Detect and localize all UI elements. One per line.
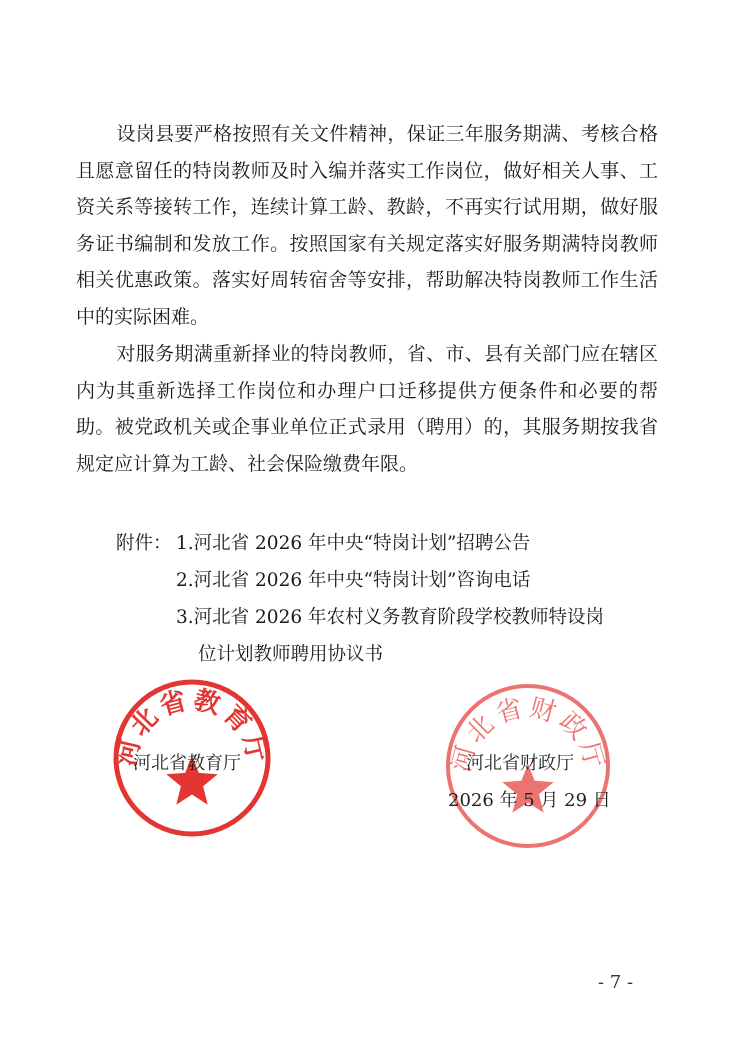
attachment-item-3-continuation: 位计划教师聘用协议书 — [198, 644, 384, 665]
body-paragraph-2 — [76, 336, 658, 482]
attachments-label: 附件： — [116, 533, 172, 554]
seal-text: 河北省教育厅 — [111, 685, 273, 769]
attachment-item-2: 2.河北省 2026 年中央“特岗计划”咨询电话 — [176, 570, 531, 591]
paragraph-text: 对服务期满重新择业的特岗教师，省、市、县有关部门应在辖区内为其重新选择工作岗位和办理户口迁移提供方便条件和必要的帮助。被党政机关或企事业单位正式录用（聘用）的，其服务期按我省规定应计算为工龄、社会保险缴费年限。 — [76, 343, 658, 475]
attachment-item-1: 1.河北省 2026 年中央“特岗计划”招聘公告 — [176, 533, 531, 554]
seal-text: 河北省财政厅 — [445, 692, 611, 776]
signature-date: 2026 年 5 月 29 日 — [448, 790, 611, 811]
page-number: - 7 - — [598, 972, 634, 993]
attachment-item-3: 3.河北省 2026 年农村义务教育阶段学校教师特设岗 — [176, 607, 604, 628]
signature-education-department: 河北省教育厅 — [133, 753, 241, 774]
paragraph-text: 设岗县要严格按照有关文件精神，保证三年服务期满、考核合格且愿意留任的特岗教师及时入编并落实工作岗位，做好相关人事、工资关系等接转工作，连续计算工龄、教龄，不再实行试用期，做好服务证书编制和发放工作。按照国家有关规定落实好服务期满特岗教师相关优惠政策。落实好周转宿舍等安排，帮助解决特岗教师工作生活中的实际困难。 — [76, 123, 658, 328]
signature-finance-department: 河北省财政厅 — [466, 753, 574, 774]
body-paragraph-1 — [76, 116, 658, 336]
